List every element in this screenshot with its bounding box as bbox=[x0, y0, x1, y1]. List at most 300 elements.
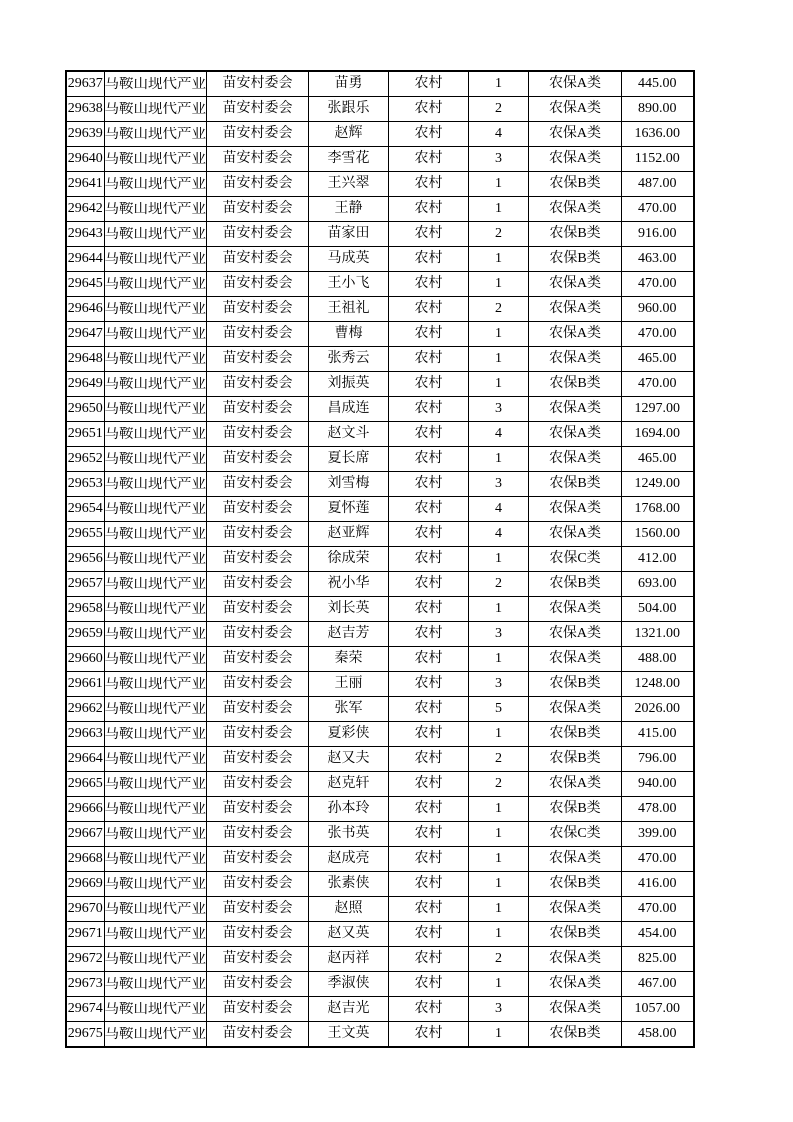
table-row bbox=[66, 797, 694, 822]
village-committee-cell: 苗安村委会 bbox=[207, 97, 309, 122]
amount-cell: 916.00 bbox=[622, 222, 694, 247]
table-row bbox=[66, 147, 694, 172]
person-name-cell: 秦荣 bbox=[309, 647, 389, 672]
residence-type-cell: 农村 bbox=[389, 547, 469, 572]
clipped-text-wrapper bbox=[105, 377, 207, 392]
insurance-category-cell: 农保A类 bbox=[529, 272, 622, 297]
village-committee-cell: 苗安村委会 bbox=[207, 747, 309, 772]
insurance-category-cell: 农保B类 bbox=[529, 222, 622, 247]
organization-label: 马鞍山现代产业 bbox=[104, 201, 206, 217]
serial-number-cell: 29669 bbox=[66, 872, 104, 897]
residence-type-cell: 农村 bbox=[389, 522, 469, 547]
clipped-text-wrapper bbox=[105, 527, 207, 542]
person-name-cell: 祝小华 bbox=[309, 572, 389, 597]
insurance-category-cell: 农保A类 bbox=[529, 997, 622, 1022]
insurance-category-cell: 农保A类 bbox=[529, 947, 622, 972]
person-count-cell: 1 bbox=[469, 372, 529, 397]
person-count-cell: 2 bbox=[469, 947, 529, 972]
organization-label: 马鞍山现代产业 bbox=[104, 1001, 206, 1017]
village-committee-cell: 苗安村委会 bbox=[207, 422, 309, 447]
organization-cell bbox=[104, 422, 207, 447]
village-committee-cell: 苗安村委会 bbox=[207, 447, 309, 472]
insurance-category-cell: 农保B类 bbox=[529, 672, 622, 697]
organization-cell bbox=[104, 297, 207, 322]
clipped-text-wrapper bbox=[105, 152, 207, 167]
person-name-cell: 赵辉 bbox=[309, 122, 389, 147]
residence-type-cell: 农村 bbox=[389, 922, 469, 947]
person-name-cell: 王静 bbox=[309, 197, 389, 222]
insurance-category-cell: 农保A类 bbox=[529, 897, 622, 922]
amount-cell: 488.00 bbox=[622, 647, 694, 672]
person-name-cell: 刘长英 bbox=[309, 597, 389, 622]
person-name-cell: 张军 bbox=[309, 697, 389, 722]
insurance-category-cell: 农保B类 bbox=[529, 747, 622, 772]
clipped-text-wrapper bbox=[105, 927, 207, 942]
clipped-text-wrapper bbox=[105, 177, 207, 192]
table-row bbox=[66, 697, 694, 722]
residence-type-cell: 农村 bbox=[389, 122, 469, 147]
amount-cell: 1560.00 bbox=[622, 522, 694, 547]
organization-label: 马鞍山现代产业 bbox=[104, 726, 206, 742]
village-committee-cell: 苗安村委会 bbox=[207, 322, 309, 347]
organization-label: 马鞍山现代产业 bbox=[104, 701, 206, 717]
clipped-text-wrapper bbox=[105, 652, 207, 667]
serial-number-cell: 29660 bbox=[66, 647, 104, 672]
table-row bbox=[66, 1022, 694, 1048]
organization-label: 马鞍山现代产业 bbox=[104, 501, 206, 517]
residence-type-cell: 农村 bbox=[389, 447, 469, 472]
village-committee-cell: 苗安村委会 bbox=[207, 347, 309, 372]
amount-cell: 960.00 bbox=[622, 297, 694, 322]
table-row bbox=[66, 872, 694, 897]
organization-label: 马鞍山现代产业 bbox=[104, 551, 206, 567]
residence-type-cell: 农村 bbox=[389, 597, 469, 622]
organization-label: 马鞍山现代产业 bbox=[104, 751, 206, 767]
amount-cell: 465.00 bbox=[622, 447, 694, 472]
organization-label: 马鞍山现代产业 bbox=[104, 351, 206, 367]
table-row bbox=[66, 97, 694, 122]
person-count-cell: 1 bbox=[469, 71, 529, 97]
village-committee-cell: 苗安村委会 bbox=[207, 972, 309, 997]
clipped-text-wrapper bbox=[105, 602, 207, 617]
organization-cell bbox=[104, 697, 207, 722]
person-name-cell: 张素侠 bbox=[309, 872, 389, 897]
insurance-category-cell: 农保B类 bbox=[529, 722, 622, 747]
village-committee-cell: 苗安村委会 bbox=[207, 247, 309, 272]
serial-number-cell: 29649 bbox=[66, 372, 104, 397]
table-row bbox=[66, 522, 694, 547]
person-count-cell: 2 bbox=[469, 772, 529, 797]
clipped-text-wrapper bbox=[105, 852, 207, 867]
organization-label: 马鞍山现代产业 bbox=[104, 151, 206, 167]
village-committee-cell: 苗安村委会 bbox=[207, 722, 309, 747]
residence-type-cell: 农村 bbox=[389, 322, 469, 347]
person-count-cell: 1 bbox=[469, 797, 529, 822]
residence-type-cell: 农村 bbox=[389, 947, 469, 972]
amount-cell: 415.00 bbox=[622, 722, 694, 747]
clipped-text-wrapper bbox=[105, 402, 207, 417]
residence-type-cell: 农村 bbox=[389, 372, 469, 397]
clipped-text-wrapper bbox=[105, 627, 207, 642]
person-name-cell: 王丽 bbox=[309, 672, 389, 697]
organization-label: 马鞍山现代产业 bbox=[104, 651, 206, 667]
person-name-cell: 王文英 bbox=[309, 1022, 389, 1048]
organization-cell bbox=[104, 147, 207, 172]
amount-cell: 470.00 bbox=[622, 897, 694, 922]
insurance-category-cell: 农保A类 bbox=[529, 647, 622, 672]
amount-cell: 1057.00 bbox=[622, 997, 694, 1022]
serial-number-cell: 29656 bbox=[66, 547, 104, 572]
person-count-cell: 4 bbox=[469, 522, 529, 547]
serial-number-cell: 29654 bbox=[66, 497, 104, 522]
serial-number-cell: 29651 bbox=[66, 422, 104, 447]
village-committee-cell: 苗安村委会 bbox=[207, 197, 309, 222]
insurance-category-cell: 农保B类 bbox=[529, 572, 622, 597]
person-count-cell: 1 bbox=[469, 447, 529, 472]
organization-label: 马鞍山现代产业 bbox=[104, 851, 206, 867]
table-row bbox=[66, 122, 694, 147]
person-count-cell: 1 bbox=[469, 547, 529, 572]
organization-label: 马鞍山现代产业 bbox=[104, 301, 206, 317]
clipped-text-wrapper bbox=[105, 127, 207, 142]
serial-number-cell: 29653 bbox=[66, 472, 104, 497]
insurance-category-cell: 农保A类 bbox=[529, 522, 622, 547]
organization-cell bbox=[104, 447, 207, 472]
person-count-cell: 4 bbox=[469, 122, 529, 147]
serial-number-cell: 29664 bbox=[66, 747, 104, 772]
organization-label: 马鞍山现代产业 bbox=[104, 601, 206, 617]
organization-cell bbox=[104, 247, 207, 272]
organization-label: 马鞍山现代产业 bbox=[104, 76, 206, 92]
residence-type-cell: 农村 bbox=[389, 997, 469, 1022]
serial-number-cell: 29637 bbox=[66, 71, 104, 97]
amount-cell: 2026.00 bbox=[622, 697, 694, 722]
amount-cell: 1297.00 bbox=[622, 397, 694, 422]
village-committee-cell: 苗安村委会 bbox=[207, 297, 309, 322]
village-committee-cell: 苗安村委会 bbox=[207, 122, 309, 147]
clipped-text-wrapper bbox=[105, 252, 207, 267]
clipped-text-wrapper bbox=[105, 202, 207, 217]
clipped-text-wrapper bbox=[105, 952, 207, 967]
amount-cell: 1248.00 bbox=[622, 672, 694, 697]
person-count-cell: 1 bbox=[469, 822, 529, 847]
table-row bbox=[66, 772, 694, 797]
residence-type-cell: 农村 bbox=[389, 222, 469, 247]
residence-type-cell: 农村 bbox=[389, 972, 469, 997]
person-count-cell: 3 bbox=[469, 147, 529, 172]
organization-label: 马鞍山现代产业 bbox=[104, 926, 206, 942]
table-row bbox=[66, 397, 694, 422]
amount-cell: 1249.00 bbox=[622, 472, 694, 497]
insurance-category-cell: 农保A类 bbox=[529, 122, 622, 147]
person-name-cell: 王祖礼 bbox=[309, 297, 389, 322]
amount-cell: 825.00 bbox=[622, 947, 694, 972]
organization-label: 马鞍山现代产业 bbox=[104, 776, 206, 792]
person-name-cell: 赵吉光 bbox=[309, 997, 389, 1022]
insurance-category-cell: 农保C类 bbox=[529, 547, 622, 572]
organization-cell bbox=[104, 772, 207, 797]
person-name-cell: 赵克轩 bbox=[309, 772, 389, 797]
village-committee-cell: 苗安村委会 bbox=[207, 597, 309, 622]
insurance-category-cell: 农保A类 bbox=[529, 847, 622, 872]
amount-cell: 940.00 bbox=[622, 772, 694, 797]
organization-label: 马鞍山现代产业 bbox=[104, 251, 206, 267]
village-committee-cell: 苗安村委会 bbox=[207, 397, 309, 422]
clipped-text-wrapper bbox=[105, 577, 207, 592]
serial-number-cell: 29652 bbox=[66, 447, 104, 472]
person-name-cell: 赵文斗 bbox=[309, 422, 389, 447]
organization-cell bbox=[104, 222, 207, 247]
person-name-cell: 曹梅 bbox=[309, 322, 389, 347]
village-committee-cell: 苗安村委会 bbox=[207, 822, 309, 847]
serial-number-cell: 29639 bbox=[66, 122, 104, 147]
organization-label: 马鞍山现代产业 bbox=[104, 626, 206, 642]
clipped-text-wrapper bbox=[105, 727, 207, 742]
serial-number-cell: 29671 bbox=[66, 922, 104, 947]
residence-type-cell: 农村 bbox=[389, 572, 469, 597]
serial-number-cell: 29668 bbox=[66, 847, 104, 872]
person-name-cell: 刘雪梅 bbox=[309, 472, 389, 497]
residence-type-cell: 农村 bbox=[389, 722, 469, 747]
organization-cell bbox=[104, 172, 207, 197]
organization-label: 马鞍山现代产业 bbox=[104, 276, 206, 292]
organization-cell bbox=[104, 997, 207, 1022]
organization-label: 马鞍山现代产业 bbox=[104, 226, 206, 242]
table-row bbox=[66, 297, 694, 322]
village-committee-cell: 苗安村委会 bbox=[207, 872, 309, 897]
clipped-text-wrapper bbox=[105, 802, 207, 817]
amount-cell: 470.00 bbox=[622, 372, 694, 397]
amount-cell: 454.00 bbox=[622, 922, 694, 947]
person-count-cell: 1 bbox=[469, 322, 529, 347]
person-count-cell: 2 bbox=[469, 222, 529, 247]
table-row bbox=[66, 247, 694, 272]
clipped-text-wrapper bbox=[105, 327, 207, 342]
amount-cell: 504.00 bbox=[622, 597, 694, 622]
organization-cell bbox=[104, 872, 207, 897]
table-row bbox=[66, 847, 694, 872]
amount-cell: 1152.00 bbox=[622, 147, 694, 172]
residence-type-cell: 农村 bbox=[389, 1022, 469, 1048]
insurance-category-cell: 农保A类 bbox=[529, 197, 622, 222]
village-committee-cell: 苗安村委会 bbox=[207, 522, 309, 547]
organization-cell bbox=[104, 622, 207, 647]
person-count-cell: 1 bbox=[469, 247, 529, 272]
insurance-roster-table bbox=[65, 70, 695, 1048]
organization-cell bbox=[104, 647, 207, 672]
organization-label: 马鞍山现代产业 bbox=[104, 876, 206, 892]
organization-label: 马鞍山现代产业 bbox=[104, 576, 206, 592]
amount-cell: 445.00 bbox=[622, 71, 694, 97]
organization-label: 马鞍山现代产业 bbox=[104, 426, 206, 442]
person-name-cell: 王兴翠 bbox=[309, 172, 389, 197]
insurance-category-cell: 农保A类 bbox=[529, 622, 622, 647]
serial-number-cell: 29667 bbox=[66, 822, 104, 847]
clipped-text-wrapper bbox=[105, 1027, 207, 1042]
insurance-category-cell: 农保A类 bbox=[529, 697, 622, 722]
insurance-category-cell: 农保B类 bbox=[529, 472, 622, 497]
clipped-text-wrapper bbox=[105, 777, 207, 792]
person-name-cell: 赵又英 bbox=[309, 922, 389, 947]
serial-number-cell: 29670 bbox=[66, 897, 104, 922]
table-row bbox=[66, 422, 694, 447]
village-committee-cell: 苗安村委会 bbox=[207, 1022, 309, 1048]
village-committee-cell: 苗安村委会 bbox=[207, 472, 309, 497]
serial-number-cell: 29674 bbox=[66, 997, 104, 1022]
person-count-cell: 3 bbox=[469, 672, 529, 697]
serial-number-cell: 29662 bbox=[66, 697, 104, 722]
table-row bbox=[66, 497, 694, 522]
amount-cell: 470.00 bbox=[622, 322, 694, 347]
serial-number-cell: 29646 bbox=[66, 297, 104, 322]
amount-cell: 478.00 bbox=[622, 797, 694, 822]
residence-type-cell: 农村 bbox=[389, 672, 469, 697]
organization-cell bbox=[104, 71, 207, 97]
person-count-cell: 3 bbox=[469, 397, 529, 422]
table-row bbox=[66, 172, 694, 197]
insurance-category-cell: 农保C类 bbox=[529, 822, 622, 847]
organization-label: 马鞍山现代产业 bbox=[104, 376, 206, 392]
amount-cell: 412.00 bbox=[622, 547, 694, 572]
organization-label: 马鞍山现代产业 bbox=[104, 526, 206, 542]
insurance-category-cell: 农保B类 bbox=[529, 172, 622, 197]
organization-cell bbox=[104, 947, 207, 972]
village-committee-cell: 苗安村委会 bbox=[207, 147, 309, 172]
residence-type-cell: 农村 bbox=[389, 197, 469, 222]
serial-number-cell: 29645 bbox=[66, 272, 104, 297]
table-row bbox=[66, 597, 694, 622]
person-count-cell: 1 bbox=[469, 872, 529, 897]
insurance-category-cell: 农保A类 bbox=[529, 297, 622, 322]
clipped-text-wrapper bbox=[105, 77, 207, 92]
clipped-text-wrapper bbox=[105, 302, 207, 317]
person-count-cell: 1 bbox=[469, 1022, 529, 1048]
organization-cell bbox=[104, 747, 207, 772]
organization-label: 马鞍山现代产业 bbox=[104, 101, 206, 117]
clipped-text-wrapper bbox=[105, 677, 207, 692]
table-row bbox=[66, 997, 694, 1022]
village-committee-cell: 苗安村委会 bbox=[207, 647, 309, 672]
organization-cell bbox=[104, 372, 207, 397]
table-row bbox=[66, 972, 694, 997]
amount-cell: 463.00 bbox=[622, 247, 694, 272]
residence-type-cell: 农村 bbox=[389, 622, 469, 647]
amount-cell: 487.00 bbox=[622, 172, 694, 197]
serial-number-cell: 29640 bbox=[66, 147, 104, 172]
table-row bbox=[66, 722, 694, 747]
residence-type-cell: 农村 bbox=[389, 747, 469, 772]
person-name-cell: 赵吉芳 bbox=[309, 622, 389, 647]
table-row bbox=[66, 447, 694, 472]
clipped-text-wrapper bbox=[105, 552, 207, 567]
amount-cell: 1636.00 bbox=[622, 122, 694, 147]
person-count-cell: 2 bbox=[469, 572, 529, 597]
insurance-category-cell: 农保A类 bbox=[529, 322, 622, 347]
organization-label: 马鞍山现代产业 bbox=[104, 901, 206, 917]
person-count-cell: 2 bbox=[469, 747, 529, 772]
amount-cell: 470.00 bbox=[622, 197, 694, 222]
serial-number-cell: 29650 bbox=[66, 397, 104, 422]
residence-type-cell: 农村 bbox=[389, 472, 469, 497]
person-name-cell: 赵又夫 bbox=[309, 747, 389, 772]
organization-cell bbox=[104, 847, 207, 872]
person-name-cell: 夏长席 bbox=[309, 447, 389, 472]
person-count-cell: 1 bbox=[469, 722, 529, 747]
village-committee-cell: 苗安村委会 bbox=[207, 372, 309, 397]
amount-cell: 465.00 bbox=[622, 347, 694, 372]
village-committee-cell: 苗安村委会 bbox=[207, 547, 309, 572]
table-row bbox=[66, 622, 694, 647]
village-committee-cell: 苗安村委会 bbox=[207, 71, 309, 97]
village-committee-cell: 苗安村委会 bbox=[207, 847, 309, 872]
serial-number-cell: 29658 bbox=[66, 597, 104, 622]
insurance-category-cell: 农保A类 bbox=[529, 447, 622, 472]
person-count-cell: 4 bbox=[469, 422, 529, 447]
organization-cell bbox=[104, 322, 207, 347]
amount-cell: 693.00 bbox=[622, 572, 694, 597]
organization-cell bbox=[104, 472, 207, 497]
insurance-category-cell: 农保B类 bbox=[529, 372, 622, 397]
insurance-category-cell: 农保A类 bbox=[529, 972, 622, 997]
village-committee-cell: 苗安村委会 bbox=[207, 672, 309, 697]
serial-number-cell: 29638 bbox=[66, 97, 104, 122]
residence-type-cell: 农村 bbox=[389, 897, 469, 922]
serial-number-cell: 29666 bbox=[66, 797, 104, 822]
insurance-category-cell: 农保A类 bbox=[529, 397, 622, 422]
person-name-cell: 李雪花 bbox=[309, 147, 389, 172]
organization-cell bbox=[104, 972, 207, 997]
person-count-cell: 1 bbox=[469, 272, 529, 297]
organization-cell bbox=[104, 597, 207, 622]
serial-number-cell: 29673 bbox=[66, 972, 104, 997]
person-name-cell: 刘振英 bbox=[309, 372, 389, 397]
person-count-cell: 2 bbox=[469, 297, 529, 322]
residence-type-cell: 农村 bbox=[389, 71, 469, 97]
residence-type-cell: 农村 bbox=[389, 847, 469, 872]
person-name-cell: 赵照 bbox=[309, 897, 389, 922]
village-committee-cell: 苗安村委会 bbox=[207, 622, 309, 647]
residence-type-cell: 农村 bbox=[389, 147, 469, 172]
organization-cell bbox=[104, 97, 207, 122]
organization-label: 马鞍山现代产业 bbox=[104, 476, 206, 492]
village-committee-cell: 苗安村委会 bbox=[207, 997, 309, 1022]
clipped-text-wrapper bbox=[105, 277, 207, 292]
table-row bbox=[66, 347, 694, 372]
person-count-cell: 1 bbox=[469, 897, 529, 922]
insurance-category-cell: 农保B类 bbox=[529, 797, 622, 822]
person-count-cell: 5 bbox=[469, 697, 529, 722]
clipped-text-wrapper bbox=[105, 752, 207, 767]
residence-type-cell: 农村 bbox=[389, 797, 469, 822]
amount-cell: 470.00 bbox=[622, 272, 694, 297]
clipped-text-wrapper bbox=[105, 477, 207, 492]
clipped-text-wrapper bbox=[105, 977, 207, 992]
organization-cell bbox=[104, 347, 207, 372]
village-committee-cell: 苗安村委会 bbox=[207, 772, 309, 797]
person-count-cell: 3 bbox=[469, 997, 529, 1022]
table-row bbox=[66, 672, 694, 697]
organization-label: 马鞍山现代产业 bbox=[104, 1026, 206, 1042]
person-count-cell: 3 bbox=[469, 472, 529, 497]
insurance-category-cell: 农保A类 bbox=[529, 772, 622, 797]
person-count-cell: 1 bbox=[469, 197, 529, 222]
amount-cell: 470.00 bbox=[622, 847, 694, 872]
table-row bbox=[66, 572, 694, 597]
residence-type-cell: 农村 bbox=[389, 697, 469, 722]
village-committee-cell: 苗安村委会 bbox=[207, 572, 309, 597]
organization-cell bbox=[104, 797, 207, 822]
residence-type-cell: 农村 bbox=[389, 422, 469, 447]
